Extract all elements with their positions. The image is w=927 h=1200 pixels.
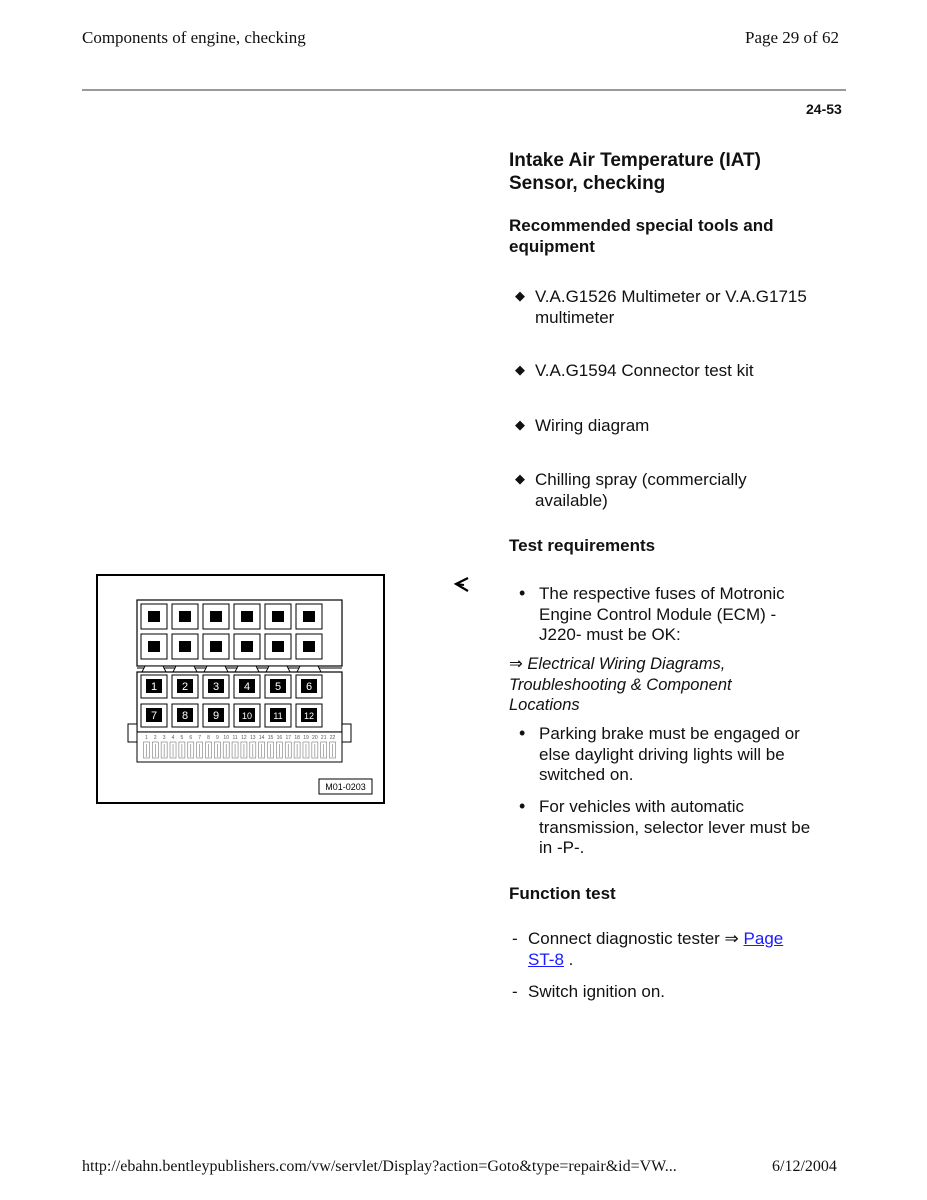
diamond-bullet-icon: ◆ (515, 417, 525, 432)
terminal-number: 4 (243, 681, 251, 693)
pin-number: 20 (312, 735, 318, 741)
dash-bullet: - (512, 982, 518, 1001)
pin-number: 1 (145, 735, 148, 741)
page-st8-link[interactable]: Page (743, 929, 784, 948)
cavity-contact (272, 611, 284, 622)
pin-number: 21 (320, 735, 327, 741)
terminal-number: 10 (241, 711, 253, 721)
cavity-contact (148, 641, 160, 652)
source-url: http://ebahn.bentleypublishers.com/vw/servlet/Display?action=Goto&type=repair&id=VW... (82, 1158, 677, 1175)
function-test-heading: Function test (509, 884, 616, 903)
pin-number: 18 (294, 735, 300, 741)
cavity-contact (303, 611, 315, 622)
latch-clip (142, 666, 166, 672)
print-date: 6/12/2004 (772, 1158, 837, 1175)
pin-number: 8 (207, 735, 210, 741)
diamond-bullet-icon: ◆ (515, 362, 525, 377)
terminal-number: 2 (181, 681, 189, 693)
document-title: Components of engine, checking (82, 28, 306, 47)
wiring-diagram-reference: ⇒ Electrical Wiring Diagrams, Troubleshooting & Component Locations (509, 655, 732, 714)
pin-number: 5 (180, 735, 184, 741)
cavity-contact (179, 641, 191, 652)
connector-figure (96, 574, 385, 804)
dot-bullet-icon: • (519, 723, 526, 743)
pin-number: 9 (215, 735, 219, 741)
terminal-number: 6 (305, 681, 313, 693)
latch-clip (297, 666, 321, 672)
latch-clip (173, 666, 197, 672)
figure-label: M01-0203 (325, 782, 366, 792)
cavity-contact (272, 641, 284, 652)
terminal-number: 12 (303, 711, 315, 721)
pin-number: 13 (250, 735, 256, 741)
terminal-number: 1 (150, 681, 158, 693)
pin-number: 2 (153, 735, 157, 741)
pin-number: 7 (198, 735, 202, 741)
pin-number: 12 (241, 735, 247, 741)
cavity-contact (241, 641, 253, 652)
pin-number: 16 (276, 735, 283, 741)
pin-number: 4 (171, 735, 175, 741)
dot-bullet-icon: • (519, 583, 526, 603)
cavity-contact (303, 641, 315, 652)
latch-clip (235, 666, 259, 672)
pin-number: 11 (232, 735, 238, 741)
figure-pointer-icon (452, 576, 472, 594)
terminal-number: 9 (212, 710, 220, 722)
dot-bullet-icon: • (519, 796, 526, 816)
page-st8-link-continued[interactable]: ST-8 (528, 949, 564, 969)
pin-number: 15 (267, 735, 274, 741)
diamond-bullet-icon: ◆ (515, 471, 525, 486)
pin-number: 14 (258, 735, 265, 741)
test-requirements-heading: Test requirements (509, 536, 656, 555)
page-counter: Page 29 of 62 (745, 28, 839, 47)
connector-side-tab-right (342, 724, 351, 742)
cavity-contact (241, 611, 253, 622)
tools-heading: Recommended special tools and equipment (509, 216, 774, 256)
cavity-contact (179, 611, 191, 622)
connector-latch-band (137, 666, 342, 672)
latch-clip (204, 666, 228, 672)
section-title: Intake Air Temperature (IAT) Sensor, checking (509, 150, 761, 194)
pin-number: 17 (285, 735, 292, 741)
terminal-number: 11 (273, 711, 283, 721)
header-divider (82, 89, 846, 91)
latch-clip (266, 666, 290, 672)
cavity-contact (148, 611, 160, 622)
cavity-contact (210, 611, 222, 622)
diamond-bullet-icon: ◆ (515, 288, 525, 303)
terminal-number: 5 (274, 681, 282, 693)
terminal-number: 8 (181, 710, 189, 722)
pin-number: 6 (189, 735, 193, 741)
cavity-contact (210, 641, 222, 652)
pin-number: 22 (329, 735, 336, 741)
dash-bullet: - (512, 929, 518, 948)
terminal-number: 7 (150, 710, 158, 722)
repair-page-number: 24-53 (806, 101, 842, 117)
pin-number: 10 (223, 735, 229, 741)
connector-diagram (98, 576, 383, 802)
pin-number: 3 (162, 735, 166, 741)
pin-number: 19 (303, 735, 309, 741)
connector-side-tab-left (128, 724, 137, 742)
terminal-number: 3 (212, 681, 220, 693)
